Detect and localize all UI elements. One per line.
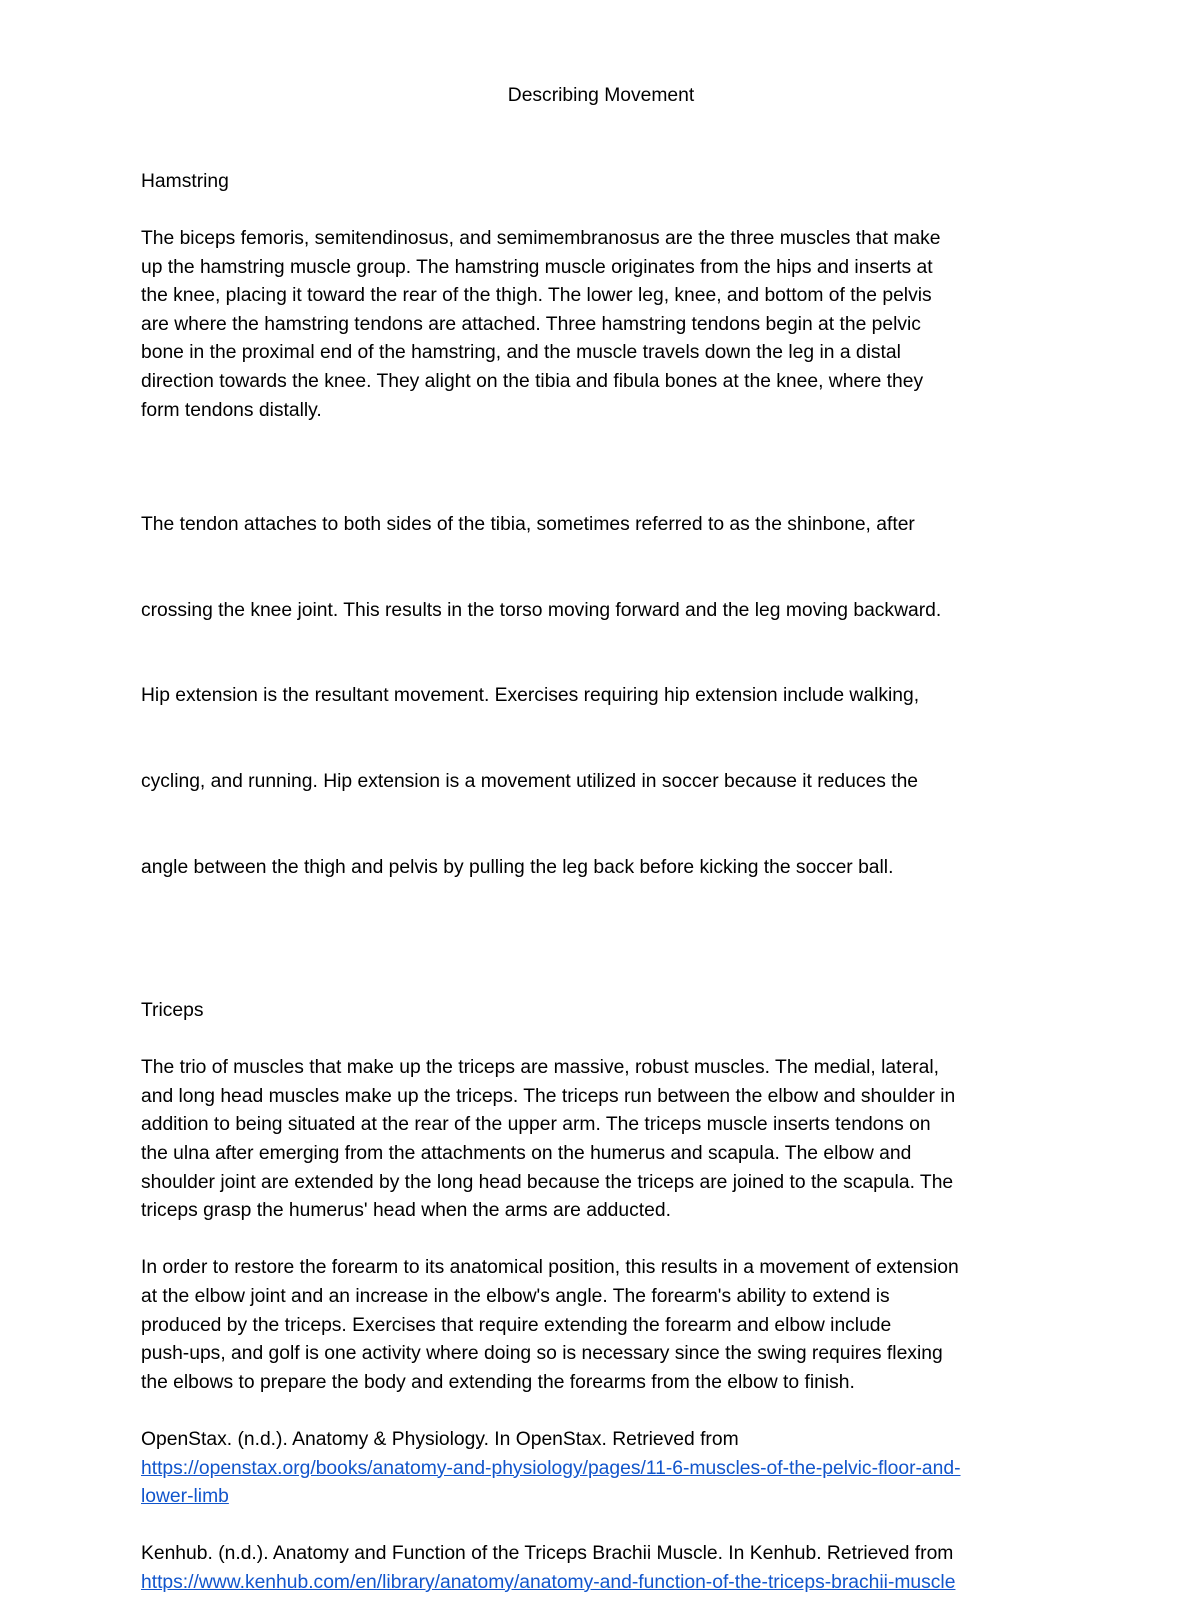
text-line: direction towards the knee. They alight on the tibia and fibula bones at the knee, where they — [141, 370, 924, 392]
document-title: Describing Movement — [507, 85, 695, 106]
section-heading-triceps: Triceps — [141, 1000, 204, 1021]
text-line: The trio of muscles that make up the triceps are massive, robust muscles. The medial, lateral, — [141, 1057, 940, 1079]
reference-openstax — [141, 1426, 1061, 1512]
text-line: triceps grasp the humerus' head when the arms are adducted. — [141, 1200, 671, 1222]
text-line: up the hamstring muscle group. The hamstring muscle originates from the hips and inserts at — [141, 256, 933, 278]
paragraph-triceps-2 — [141, 1254, 1061, 1397]
text-line: push-ups, and golf is one activity where doing so is necessary since the swing requires flexing — [141, 1343, 943, 1365]
spacer — [141, 1026, 1061, 1055]
spacer — [141, 940, 1061, 997]
paragraph-triceps-1 — [141, 1054, 1061, 1226]
spacer — [141, 425, 1061, 454]
section-heading-hamstring: Hamstring — [141, 170, 229, 192]
spacer — [141, 111, 1061, 168]
text-line: addition to being situated at the rear of the upper arm. The triceps muscle inserts tendons on — [141, 1114, 931, 1136]
text-line: form tendons distally. — [141, 399, 322, 421]
paragraph-hamstring-1 — [141, 225, 1061, 425]
spacer — [141, 1512, 1061, 1541]
spacer — [141, 1397, 1061, 1426]
text-line: In order to restore the forearm to its anatomical position, this results in a movement of extension — [141, 1257, 959, 1279]
text-line: The biceps femoris, semitendinosus, and semimembranosus are the three muscles that make — [141, 227, 941, 249]
text-line: the ulna after emerging from the attachments on the humerus and scapula. The elbow and — [141, 1142, 912, 1164]
reference-text: OpenStax. (n.d.). Anatomy & Physiology. In OpenStax. Retrieved from — [141, 1428, 739, 1450]
reference-kenhub — [141, 1540, 1061, 1597]
text-line: are where the hamstring tendons are attached. Three hamstring tendons begin at the pelvic — [141, 313, 921, 335]
reference-link[interactable]: https://openstax.org/books/anatomy-and-physiology/pages/11-6-muscles-of-the-pelvic-floor-and- — [141, 1457, 961, 1479]
text-line: cycling, and running. Hip extension is a movement utilized in soccer because it reduces the — [141, 771, 919, 793]
text-line: crossing the knee joint. This results in the torso moving forward and the leg moving backward. — [141, 599, 942, 621]
paragraph-hamstring-2 — [141, 454, 1061, 940]
text-line: produced by the triceps. Exercises that require extending the forearm and elbow include — [141, 1314, 892, 1336]
text-line: and long head muscles make up the triceps. The triceps run between the elbow and shoulder in — [141, 1085, 956, 1107]
reference-link[interactable]: lower-limb — [141, 1486, 229, 1508]
text-line: Hip extension is the resultant movement. Exercises requiring hip extension include walking, — [141, 685, 920, 707]
text-line: the knee, placing it toward the rear of the thigh. The lower leg, knee, and bottom of the pelvis — [141, 285, 932, 307]
text-line: at the elbow joint and an increase in the elbow's angle. The forearm's ability to extend is — [141, 1285, 890, 1307]
text-line: bone in the proximal end of the hamstring, and the muscle travels down the leg in a distal — [141, 342, 901, 364]
text-line: shoulder joint are extended by the long head because the triceps are joined to the scapula. The — [141, 1171, 954, 1193]
spacer — [141, 1226, 1061, 1255]
text-line: angle between the thigh and pelvis by pulling the leg back before kicking the soccer ball. — [141, 857, 894, 879]
reference-link[interactable]: https://www.kenhub.com/en/library/anatomy/anatomy-and-function-of-the-triceps-brachii-muscle — [141, 1571, 956, 1593]
text-line: the elbows to prepare the body and extending the forearms from the elbow to finish. — [141, 1371, 855, 1393]
text-line: The tendon attaches to both sides of the tibia, sometimes referred to as the shinbone, after — [141, 513, 915, 535]
spacer — [141, 196, 1061, 225]
document-page — [141, 82, 1061, 1597]
reference-text: Kenhub. (n.d.). Anatomy and Function of the Triceps Brachii Muscle. In Kenhub. Retrieved from — [141, 1543, 954, 1565]
